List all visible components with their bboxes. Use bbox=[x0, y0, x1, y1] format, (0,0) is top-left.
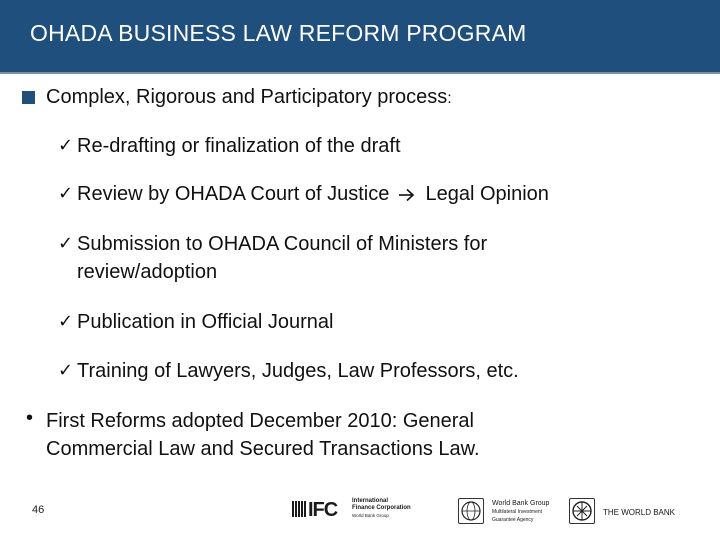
ifc-logo-icon bbox=[292, 497, 437, 521]
process-heading: Complex, Rigorous and Participatory process: bbox=[46, 86, 452, 108]
page-number: 46 bbox=[32, 504, 45, 516]
world-bank-logo-icon bbox=[569, 498, 595, 524]
checkmark-icon: ✓ bbox=[58, 183, 74, 203]
checkmark-icon: ✓ bbox=[58, 311, 74, 331]
step-text: Submission to OHADA Council of Ministers for bbox=[77, 233, 488, 255]
step-text: Publication in Official Journal bbox=[77, 311, 334, 333]
miga-logo-icon bbox=[458, 498, 484, 524]
arrow-right-icon bbox=[398, 188, 416, 202]
step-text: Training of Lawyers, Judges, Law Professors, etc. bbox=[77, 360, 519, 382]
ifc-caption: International Finance Corporation World Bank Group bbox=[352, 498, 411, 518]
reform-note-line2: Commercial Law and Secured Transactions Law. bbox=[46, 438, 480, 460]
checkmark-icon: ✓ bbox=[58, 233, 74, 253]
miga-caption: World Bank Group Multilateral Investment Guarantee Agency bbox=[492, 500, 550, 523]
step-text: Re-drafting or finalization of the draft bbox=[77, 135, 401, 157]
step-text-continued: review/adoption bbox=[77, 261, 218, 283]
slide-title: OHADA BUSINESS LAW REFORM PROGRAM bbox=[30, 20, 527, 46]
ifc-globe-mark bbox=[292, 501, 306, 517]
ifc-wordmark: IFC bbox=[308, 499, 338, 521]
footer bbox=[0, 490, 720, 540]
step-text: Review by OHADA Court of Justice Legal Opinion bbox=[77, 183, 549, 205]
checkmark-icon: ✓ bbox=[58, 135, 74, 155]
square-bullet-icon bbox=[22, 91, 35, 104]
world-bank-caption: THE WORLD BANK bbox=[603, 508, 676, 517]
checkmark-icon: ✓ bbox=[58, 360, 74, 380]
bullet-dot-icon: • bbox=[26, 407, 34, 429]
reform-note-line1: First Reforms adopted December 2010: General bbox=[46, 410, 474, 432]
